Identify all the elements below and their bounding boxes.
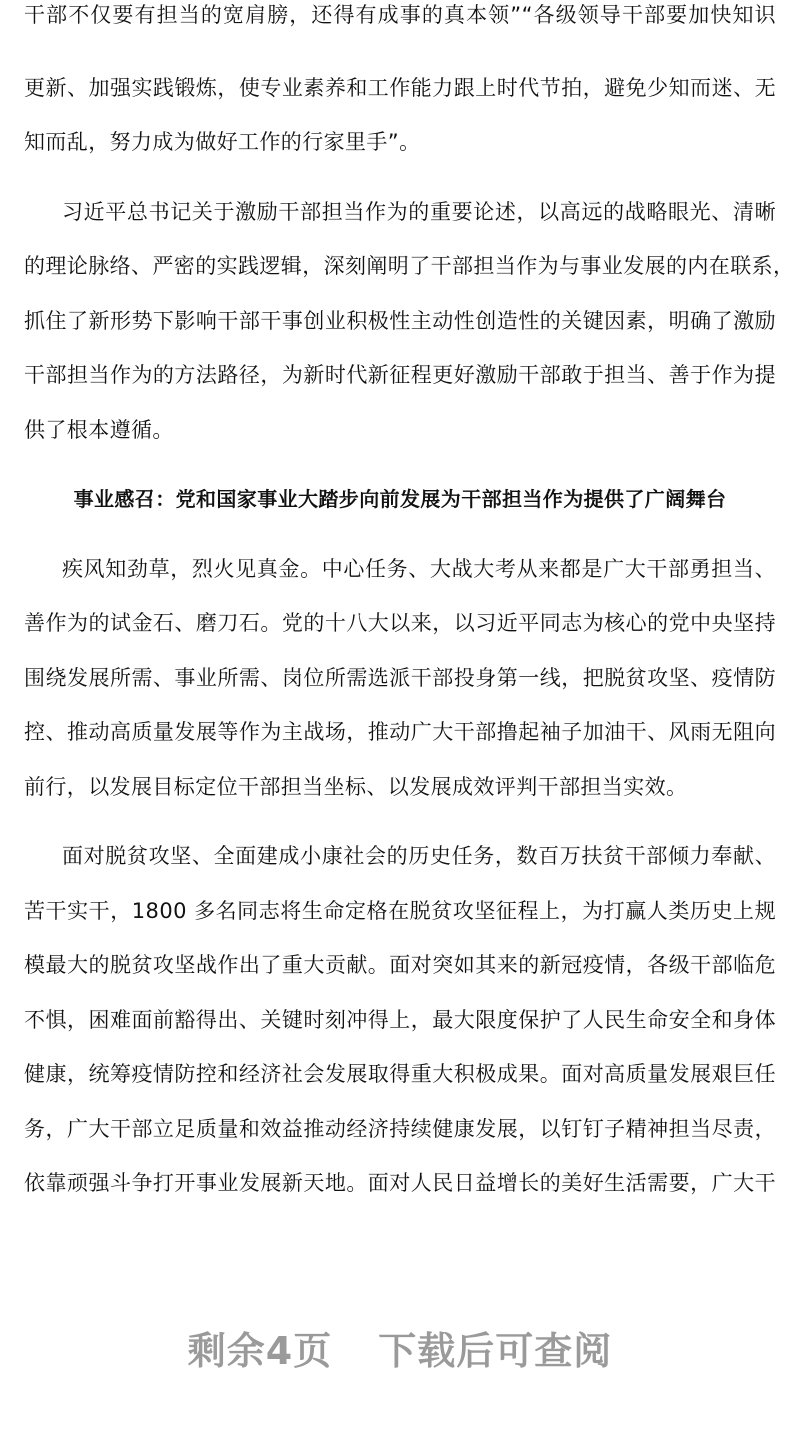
download-prompt[interactable] [0, 1320, 800, 1375]
section-heading: 事业感召：党和国家事业大踏步向前发展为干部担当作为提供了广阔舞台 [73, 487, 727, 511]
text-line: 供了根本遵循。 [24, 417, 174, 442]
text-line: 疾风知劲草，烈火见真金。中心任务、大战大考从来都是广大干部勇担当、 [62, 556, 776, 581]
text-line: 前行，以发展目标定位干部担当坐标、以发展成效评判干部担当实效。 [24, 774, 688, 799]
paragraph-1 [24, 185, 795, 458]
text-line: 面对脱贫攻坚、全面建成小康社会的历史任务，数百万扶贫干部倾力奉献、 [62, 844, 776, 868]
text-line: 控、推动高质量发展等作为主战场，推动广大干部撸起袖子加油干、风雨无阻向 [24, 720, 776, 744]
text-line: 不惧，困难面前豁得出、关键时刻冲得上，最大限度保护了人民生命安全和身体 [24, 1007, 776, 1032]
text-line: 依靠顽强斗争打开事业发展新天地。面对人民日益增长的美好生活需要，广大干 [24, 1171, 776, 1195]
text-line: 干部担当作为的方法路径，为新时代新征程更好激励干部敢于担当、善于作为提 [24, 363, 776, 387]
document-body [24, 0, 795, 1211]
text-line: 围绕发展所需、事业所需、岗位所需选派干部投身第一线，把脱贫攻坚、疫情防 [24, 665, 776, 690]
text-line: 的理论脉络、严密的实践逻辑，深刻阐明了干部担当作为与事业发展的内在联系， [24, 254, 795, 278]
text-line: 健康，统筹疫情防控和经济社会发展取得重大积极成果。面对高质量发展艰巨任 [24, 1062, 776, 1086]
text-line: 干部不仅要有担当的宽肩膀，还得有成事的真本领”“各级领导干部要加快知识 [24, 3, 776, 27]
paragraph-2 [24, 542, 776, 815]
text-line: 模最大的脱贫攻坚战作出了重大贡献。面对突如其来的新冠疫情，各级干部临危 [24, 953, 776, 977]
paragraph-0 [24, 0, 776, 170]
text-line: 善作为的试金石、磨刀石。党的十八大以来，以习近平同志为核心的党中央坚持 [24, 611, 776, 635]
text-line: 习近平总书记关于激励干部担当作为的重要论述，以高远的战略眼光、清晰 [62, 199, 776, 224]
text-line: 务，广大干部立足质量和效益推动经济持续健康发展，以钉钉子精神担当尽责， [24, 1116, 776, 1141]
download-to-view-label: 下载后可查阅 [378, 1329, 613, 1373]
paragraph-3 [24, 829, 776, 1211]
text-line: 更新、加强实践锻炼，使专业素养和工作能力跟上时代节拍，避免少知而迷、无 [24, 75, 776, 100]
text-line: 抓住了新形势下影响干部干事创业积极性主动性创造性的关键因素，明确了激励 [24, 308, 776, 333]
text-line: 苦干实干，1800 多名同志将生命定格在脱贫攻坚征程上，为打赢人类历史上规 [24, 898, 776, 923]
remaining-pages-label: 剩余4页 [187, 1329, 333, 1373]
text-line: 知而乱，努力成为做好工作的行家里手”。 [24, 130, 421, 154]
